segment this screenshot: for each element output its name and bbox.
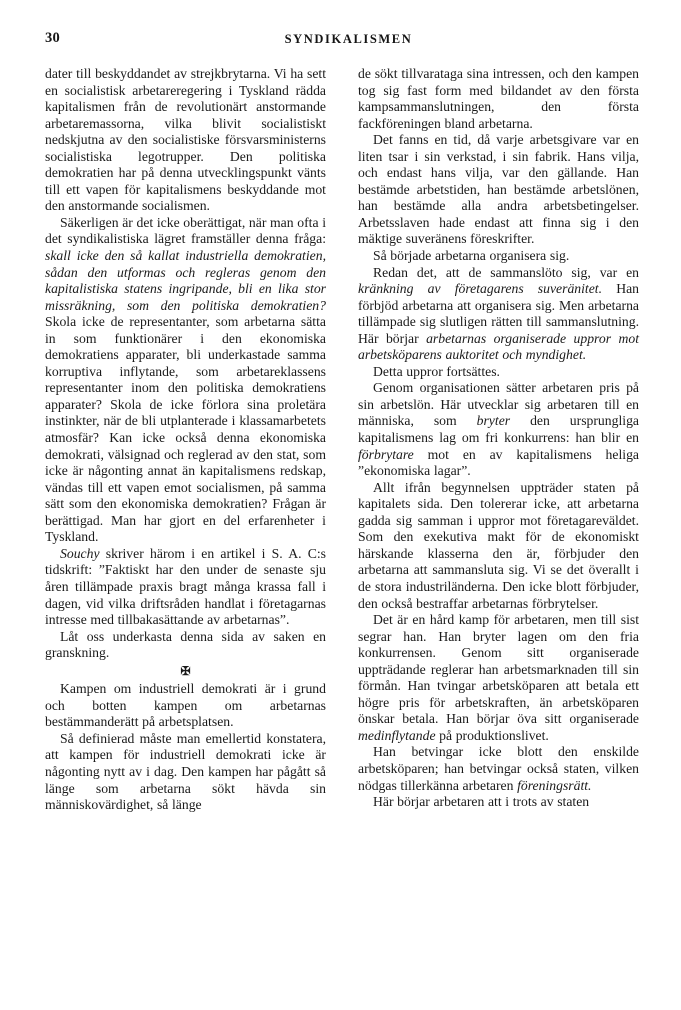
body-text: på produktionslivet.: [435, 727, 549, 743]
left-column: [45, 66, 326, 911]
body-text: Redan det, att de sammanslöto sig, var en: [373, 264, 639, 280]
body-text: Genom organisationen sätter arbetaren pris på sin arbetslön. Här utvecklar sig arbetaren till en människa, som: [358, 380, 639, 429]
body-text: de sökt tillvarataga sina intressen, och den kampen tog sig fast form med bildandet av den första kampsammanslutningen, den första fackföreningen bland arbetarna.: [358, 66, 639, 131]
body-text: dater till beskyddandet av strejkbrytarna. Vi ha sett en socialistisk arbetareregering i Tyskland rädda kapitalismen från de revolutionärt anstormande arbetaremassorna, vilka blivit socialistiskt nedskjutna av den socialistiske försvarsministerns socialistiska legotrupper. Den politiska demokratien har på denna utvecklingspunkt vänts till ett vapen för kapitalismens beskyddande mot den anstormande socialismen.: [45, 66, 326, 214]
paragraph: [45, 546, 326, 629]
emphasis-text: arbetarnas organiserade uppror mot arbetsköparens auktoritet och myndighet.: [358, 330, 639, 363]
body-text: Låt oss underkasta denna sida av saken en granskning.: [45, 628, 326, 661]
paragraph: [45, 731, 326, 814]
body-text: Han betvingar icke blott den enskilde arbetsköparen; han betvingar också staten, vilken nödgas tillerkänna arbetaren: [358, 744, 639, 793]
paragraph: [358, 480, 639, 612]
emphasis-text: bryter: [476, 413, 511, 429]
emphasis-text: förbrytare: [358, 446, 414, 462]
body-text: mot en av kapitalismens heliga ”ekonomiska lagar”.: [358, 446, 639, 479]
running-head: [45, 30, 636, 50]
body-text: skriver härom i en artikel i S. A. C:s tidskrift: ”Faktiskt har den under de senaste sju åren tillämpade praxis bragt många krassa fall i dagen, vid vilka driftsråden handlat i företagarnas intresse med tillbakasättande av arbetarnas”.: [45, 545, 326, 628]
paragraph: [358, 265, 639, 364]
body-text: Detta uppror fortsättes.: [373, 363, 500, 379]
body-text: Det fanns en tid, då varje arbetsgivare var en liten tsar i sin verkstad, i sin fabrik. Hans vilja, och endast hans vilja, var den gällande. Han bestämde arbetstiden, han bestämde arbetslönen, han bestämde alla andra arbetsbetingelser. Arbetsslaven hade endast att finna sig i den mäktige suveränens föreskrifter.: [358, 132, 639, 247]
emphasis-text: föreningsrätt.: [517, 777, 592, 793]
body-text: Skola icke de representanter, som arbetarna sätta in som funktionärer i den ekonomiska demokratiens apparater, bli underkastade samma korruptiva inflytande, som arbetareklassens representanter inom den politiska demokratiens apparater? Skola de icke förlora sina proletära instinkter, när de bli utplanterade i klassamarbetets atmosfär? Kan icke också denna ekonomiska demokrati, välsignad och reglerad av den stat, som icke är någonting annat än kapitalismens redskap, vändas till ett vapen emot socialismen, på samma sätt som den ekonomiska demokratien? Frågan är berättigad. Man har gjort en del erfarenheter i Tyskland.: [45, 314, 326, 545]
body-text: Han förbjöd arbetarna att organisera sig. Men arbetarna tillämpade sig slutligen rätten till sammanslutning. Här börjar: [358, 281, 639, 346]
paragraph: [45, 681, 326, 731]
paragraph: [45, 215, 326, 546]
two-column-body: [45, 66, 639, 911]
paragraph: [358, 380, 639, 479]
page-number: 30: [45, 30, 60, 46]
paragraph: [45, 66, 326, 215]
body-text: Allt ifrån begynnelsen uppträder staten på kapitalets sida. Den tolererar icke, att arbetarna gadda sig samman i uppror mot företagareväldet. Som den exekutiva makt för de ekonomiskt härskande klasserna den är, förbjuder den arbetarna att sammansluta sig. Vi se det överallt i de stora industriländerna. Den icke blott förbjuder, den också bestraffar arbetarnas förbrytelser.: [358, 479, 639, 611]
paragraph: [358, 248, 639, 265]
running-title: SYNDIKALISMEN: [284, 32, 413, 46]
paragraph: [358, 794, 639, 811]
body-text: Kampen om industriell demokrati är i grund och botten kampen om arbetarnas bestämmanderätt på arbetsplatsen.: [45, 681, 326, 730]
section-divider-ornament: ✠: [180, 663, 191, 678]
emphasis-text: medinflytande: [358, 727, 436, 743]
body-text: Säkerligen är det icke oberättigat, när man ofta i det syndikalistiska lägret framställer denna fråga:: [45, 214, 326, 247]
body-text: den ursprungliga kapitalismens lag om fri konkurrens: han blir en: [358, 413, 639, 446]
body-text: Så började arbetarna organisera sig.: [373, 248, 570, 264]
body-text: Så definierad måste man emellertid konstatera, att kampen för industriell demokrati icke är någonting nytt av i dag. Den kampen har pågått så länge som arbetarna sökt hävda sin människovärdighet, så länge: [45, 730, 326, 813]
paragraph: [45, 629, 326, 662]
emphasis-text: kränkning av företagarens suveränitet.: [358, 281, 603, 297]
body-text: Det är en hård kamp för arbetaren, men till sist segrar han. Han bryter lagen om den fria konkurrensen. Genom sitt organiserade uppträdande reglerar han arbetsmarknaden till sin förmån. Han tvingar arbetsköparen att betala ett högre pris för arbetskraften, än arbetsköparen önskar betala. Han börjar öva sitt organiserade: [358, 612, 639, 727]
paragraph: [358, 132, 639, 248]
right-column: [358, 66, 639, 911]
paragraph: [358, 66, 639, 132]
paragraph: [358, 364, 639, 381]
emphasis-text: Souchy: [60, 545, 100, 561]
paragraph: [358, 612, 639, 744]
paragraph: [358, 744, 639, 794]
emphasis-text: skall icke den så kallat industriella demokratien, sådan den utformas och regleras genom den kapitalistiska statens ingripande, bli en lika stor missräkning, som den politiska demokratien?: [45, 248, 326, 313]
body-text: Här börjar arbetaren att i trots av staten: [373, 794, 590, 810]
